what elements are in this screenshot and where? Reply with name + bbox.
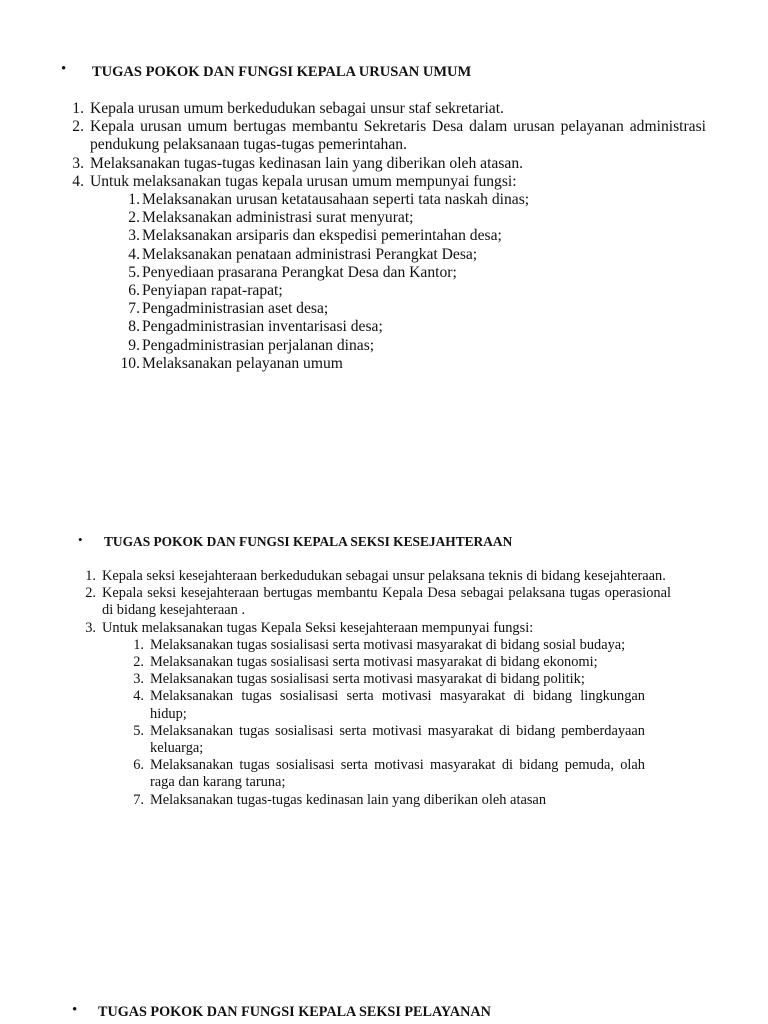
item-text: Melaksanakan administrasi surat menyurat; — [142, 209, 414, 227]
sub-list-item — [112, 209, 592, 227]
item-number: 1. — [128, 191, 140, 209]
item-number: 4. — [72, 172, 84, 190]
list-item — [60, 118, 706, 154]
sub-list-item — [122, 637, 645, 654]
item-text: Melaksanakan tugas sosialisasi serta motivasi masyarakat di bidang pemuda, olah raga dan karang taruna; — [150, 757, 645, 791]
sub-list-item — [122, 723, 645, 757]
sub-list-item — [112, 318, 592, 336]
item-number: 10. — [120, 354, 140, 372]
item-text: Melaksanakan tugas-tugas kedinasan lain yang diberikan oleh atasan — [150, 791, 547, 808]
item-text: Melaksanakan tugas sosialisasi serta motivasi masyarakat di bidang pemberdayaan keluarga; — [150, 722, 645, 757]
sub-list-item — [112, 300, 592, 318]
item-text: Pengadministrasian perjalanan dinas; — [142, 336, 375, 354]
item-number: 3. — [72, 154, 84, 172]
item-text: Untuk melaksanakan tugas Kepala Seksi kesejahteraan mempunyai fungsi: — [102, 619, 534, 636]
sub-list-item — [112, 264, 592, 282]
item-text: Pengadministrasian inventarisasi desa; — [142, 318, 383, 336]
sub-list-item — [112, 337, 592, 355]
sub-list-item — [112, 282, 592, 300]
item-number: 6. — [133, 757, 144, 774]
bullet-icon: • — [61, 61, 67, 77]
sub-list-item — [122, 757, 645, 791]
item-number: 8. — [128, 318, 140, 336]
list-item — [76, 568, 671, 585]
sub-list — [122, 637, 645, 809]
item-number: 4. — [133, 688, 144, 705]
item-text: Pengadministrasian aset desa; — [142, 300, 329, 318]
item-text: Melaksanakan tugas sosialisasi serta motivasi masyarakat di bidang ekonomi; — [150, 654, 598, 671]
item-text: Penyediaan prasarana Perangkat Desa dan Kantor; — [142, 263, 457, 281]
item-number: 9. — [128, 336, 140, 354]
sub-list-item — [122, 654, 645, 671]
sub-list-item — [112, 191, 592, 209]
numbered-list — [60, 100, 706, 373]
item-text: Kepala seksi kesejahteraan bertugas membantu Kepala Desa sebagai pelaksana tugas operasional di bidang kesejahteraan . — [102, 585, 671, 619]
item-number: 5. — [128, 263, 140, 281]
sub-list — [112, 191, 592, 373]
section-heading: TUGAS POKOK DAN FUNGSI KEPALA URUSAN UMUM — [92, 64, 472, 80]
item-text: Untuk melaksanakan tugas kepala urusan umum mempunyai fungsi: — [90, 172, 517, 190]
sub-list-item — [122, 671, 645, 688]
item-text: Melaksanakan tugas sosialisasi serta motivasi masyarakat di bidang politik; — [150, 671, 585, 688]
item-number: 1. — [85, 568, 96, 584]
sub-list-item — [112, 227, 592, 245]
item-number: 6. — [128, 282, 140, 300]
list-item — [60, 100, 706, 118]
bullet-icon: • — [78, 532, 83, 547]
item-number: 7. — [133, 791, 144, 808]
numbered-list — [76, 568, 671, 809]
sub-list-item — [122, 688, 645, 722]
list-item — [76, 620, 671, 637]
sub-list-item — [112, 246, 592, 264]
item-number: 2. — [72, 118, 84, 136]
item-number: 4. — [128, 245, 140, 263]
sub-list-item — [112, 355, 592, 373]
item-number: 2. — [85, 585, 96, 602]
item-number: 3. — [128, 227, 140, 245]
list-item — [76, 585, 671, 619]
item-number: 5. — [133, 722, 144, 739]
sub-list-item — [122, 792, 645, 809]
bullet-icon: • — [72, 1002, 78, 1018]
item-text: Melaksanakan pelayanan umum — [142, 354, 343, 372]
item-text: Kepala urusan umum bertugas membantu Sekretaris Desa dalam urusan pelayanan administrasi pendukung pelaksanaan tugas-tugas pemerintahan. — [90, 118, 706, 154]
section-heading: TUGAS POKOK DAN FUNGSI KEPALA SEKSI PELAYANAN — [98, 1004, 491, 1020]
item-text: Melaksanakan arsiparis dan ekspedisi pemerintahan desa; — [142, 227, 502, 245]
item-text: Melaksanakan urusan ketatausahaan seperti tata naskah dinas; — [142, 191, 530, 209]
item-text: Melaksanakan tugas sosialisasi serta motivasi masyarakat di bidang sosial budaya; — [150, 636, 626, 653]
item-text: Melaksanakan tugas-tugas kedinasan lain yang diberikan oleh atasan. — [90, 154, 524, 172]
item-number: 1. — [72, 100, 84, 117]
item-number: 3. — [85, 619, 96, 636]
list-item — [60, 173, 706, 191]
list-item — [60, 155, 706, 173]
item-text: Kepala urusan umum berkedudukan sebagai unsur staf sekretariat. — [90, 100, 504, 117]
item-number: 3. — [133, 671, 144, 688]
item-number: 2. — [128, 209, 140, 227]
item-text: Melaksanakan tugas sosialisasi serta motivasi masyarakat di bidang lingkungan hidup; — [150, 688, 645, 722]
item-text: Penyiapan rapat-rapat; — [142, 282, 283, 300]
item-number: 2. — [133, 654, 144, 671]
section-heading: TUGAS POKOK DAN FUNGSI KEPALA SEKSI KESEJAHTERAAN — [104, 534, 513, 549]
item-text: Kepala seksi kesejahteraan berkedudukan sebagai unsur pelaksana teknis di bidang kesejahteraan. — [102, 568, 666, 584]
item-number: 1. — [133, 636, 144, 653]
item-number: 7. — [128, 300, 140, 318]
item-text: Melaksanakan penataan administrasi Perangkat Desa; — [142, 245, 478, 263]
